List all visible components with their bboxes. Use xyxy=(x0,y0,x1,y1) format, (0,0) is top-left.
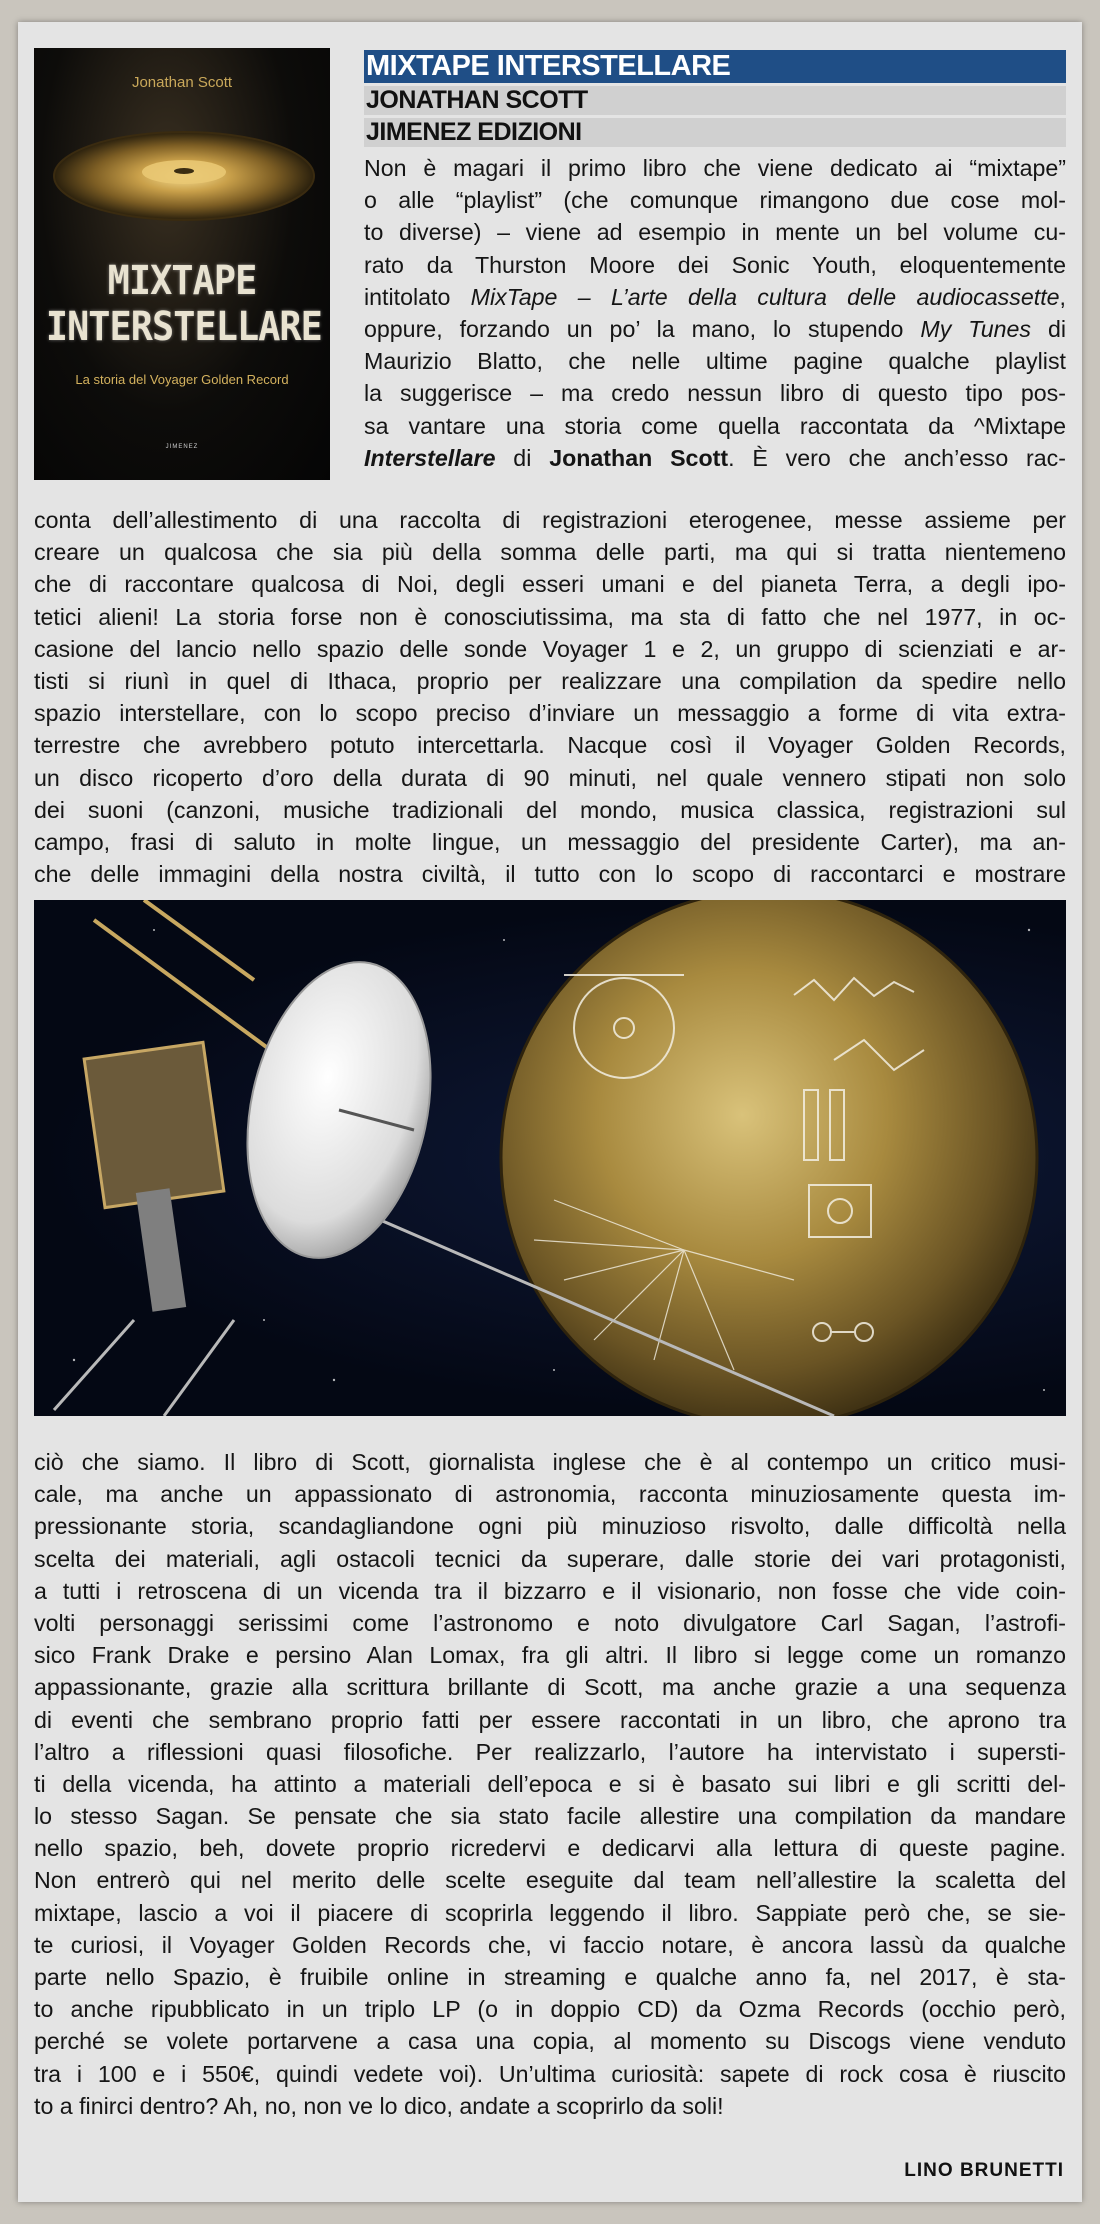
text-line: parte nello Spazio, è fruibile online in streaming e qualche anno fa, nel 2017, è sta- xyxy=(34,1964,1066,1990)
text-line: sa vantare una storia come quella raccontata da ^Mixtape xyxy=(364,412,1066,439)
text-line: terrestre che avrebbero potuto intercettarla. Nacque così il Voyager Golden Records, xyxy=(34,732,1066,759)
text-line: intitolato MixTape – L’arte della cultura delle audiocassette, xyxy=(364,283,1066,310)
cover-author: Jonathan Scott xyxy=(131,74,233,91)
text-line: ciò che siamo. Il libro di Scott, giornalista inglese che è al contempo un critico musi- xyxy=(34,1449,1066,1475)
body-text-bottom xyxy=(34,1446,1066,2122)
text-line: a tutti i retroscena di un vicenda tra il bizzarro e il visionario, non fosse che vide coin- xyxy=(34,1577,1066,1604)
text-line: scelta dei materiali, agli ostacoli tecnici da superare, dalle storie dei vari protagonisti, xyxy=(34,1545,1066,1572)
text-line: tetici alieni! La storia forse non è conosciutissima, ma sta di fatto che nel 1977, in oc- xyxy=(34,603,1066,630)
text-line: appassionante, grazie alla scrittura brillante di Scott, ma anche grazie a una sequenza xyxy=(34,1674,1066,1701)
text-line: to anche ripubblicato in un triplo LP (o in doppio CD) da Ozma Records (occhio però, xyxy=(34,1996,1066,2023)
text-line: pressionante storia, scandagliandone ogni più minuzioso risvolto, dalle difficoltà nella xyxy=(34,1513,1066,1540)
text-line: Maurizio Blatto, che nelle ultime pagine qualche playlist xyxy=(364,348,1066,375)
text-line: la suggerisce – ma credo nessun libro di questo tipo pos- xyxy=(364,380,1066,407)
text-line: di eventi che sembrano proprio fatti per essere raccontati in un libro, che aprono tra xyxy=(34,1706,1066,1733)
book-publisher: JIMENEZ EDIZIONI xyxy=(364,118,1066,147)
cover-title: MIXTAPE INTERSTELLARE xyxy=(45,258,322,350)
body-text-middle xyxy=(34,504,1066,890)
voyager-probe-and-record-icon xyxy=(34,900,1066,1416)
text-line: Interstellare di Jonathan Scott. È vero che anch’esso rac- xyxy=(364,444,1066,471)
text-line: ti della vicenda, ha attinto a materiali dell’epoca e si è basato sui libri e gli scritti del- xyxy=(34,1770,1066,1797)
cover-subtitle: La storia del Voyager Golden Record xyxy=(75,372,289,387)
text-line: che delle immagini della nostra civiltà, il tutto con lo scopo di raccontarci e mostrare xyxy=(34,861,1066,888)
text-line: dei suoni (canzoni, musiche tradizionali del mondo, musica classica, registrazioni sul xyxy=(34,796,1066,823)
book-cover xyxy=(34,48,330,480)
text-line: Non entrerò qui nel merito delle scelte eseguite dal team nell’allestire la scaletta del xyxy=(34,1867,1066,1894)
text-line: Non è magari il primo libro che viene dedicato ai “mixtape” xyxy=(364,155,1066,181)
text-line: perché se volete portarvene a casa una copia, al momento su Discogs viene venduto xyxy=(34,2028,1066,2055)
text-line: mixtape, lascio a voi il piacere di scoprirla leggendo il libro. Sappiate però che, se sie- xyxy=(34,1899,1066,1926)
text-line: nello spazio, beh, dovete proprio ricredervi e dedicarvi alla lettura di queste pagine. xyxy=(34,1835,1066,1862)
cover-publisher: JIMENEZ xyxy=(165,444,199,450)
text-line: sico Frank Drake e persino Alan Lomax, fra gli altri. Il libro si legge come un romanzo xyxy=(34,1642,1066,1669)
review-page xyxy=(18,22,1082,2202)
text-line: te curiosi, il Voyager Golden Records che, vi faccio notare, è ancora lassù da qualche xyxy=(34,1931,1066,1958)
text-line: lo stesso Sagan. Se pensate che sia stato facile allestire una compilation da mandare xyxy=(34,1803,1066,1830)
book-author: JONATHAN SCOTT xyxy=(364,86,1066,115)
voyager-photo xyxy=(34,900,1066,1416)
text-line: tisti si riunì in quel di Ithaca, proprio per realizzare una compilation da spedire nello xyxy=(34,667,1066,694)
text-line: l’altro a riflessioni quasi filosofiche. Per realizzarlo, l’autore ha intervistato i supersti- xyxy=(34,1738,1066,1765)
text-line: tra i 100 e i 550€, quindi vedete voi). Un’ultima curiosità: sapete di rock cosa è riuscito xyxy=(34,2060,1066,2087)
text-line: creare un qualcosa che sia più della somma delle parti, ma qui si tratta nientemeno xyxy=(34,539,1066,566)
text-line: o alle “playlist” (che comunque rimangono due cose mol- xyxy=(364,187,1066,214)
text-line: conta dell’allestimento di una raccolta di registrazioni eterogenee, messe assieme per xyxy=(34,507,1066,533)
text-line: casione del lancio nello spazio delle sonde Voyager 1 e 2, un gruppo di scienziati e ar- xyxy=(34,635,1066,662)
text-line: spazio interstellare, con lo scopo preciso d’inviare un messaggio a forme di vita extra- xyxy=(34,700,1066,727)
text-line: cale, ma anche un appassionato di astronomia, racconta minuziosamente questa im- xyxy=(34,1481,1066,1508)
body-text-top xyxy=(364,152,1066,474)
text-line: un disco ricoperto d’oro della durata di 90 minuti, nel quale vennero stipati non solo xyxy=(34,764,1066,791)
review-signature: LINO BRUNETTI xyxy=(904,2160,1064,2181)
text-line: volti personaggi serissimi come l’astronomo e noto divulgatore Carl Sagan, l’astrofi- xyxy=(34,1609,1066,1636)
text-line: to diverse) – viene ad esempio in mente un bel volume cu- xyxy=(364,219,1066,246)
text-line: rato da Thurston Moore dei Sonic Youth, eloquentemente xyxy=(364,251,1066,278)
text-line: che di raccontare qualcosa di Noi, degli esseri umani e del pianeta Terra, a degli ipo- xyxy=(34,571,1066,598)
book-title: MIXTAPE INTERSTELLARE xyxy=(364,50,1066,83)
text-line: to a finirci dentro? Ah, no, non ve lo dico, andate a scoprirlo da soli! xyxy=(34,2092,724,2119)
text-line: campo, frasi di saluto in molte lingue, un messaggio del presidente Carter), ma an- xyxy=(34,828,1066,855)
text-line: oppure, forzando un po’ la mano, lo stupendo My Tunes di xyxy=(364,315,1066,342)
article-header xyxy=(364,50,1066,147)
